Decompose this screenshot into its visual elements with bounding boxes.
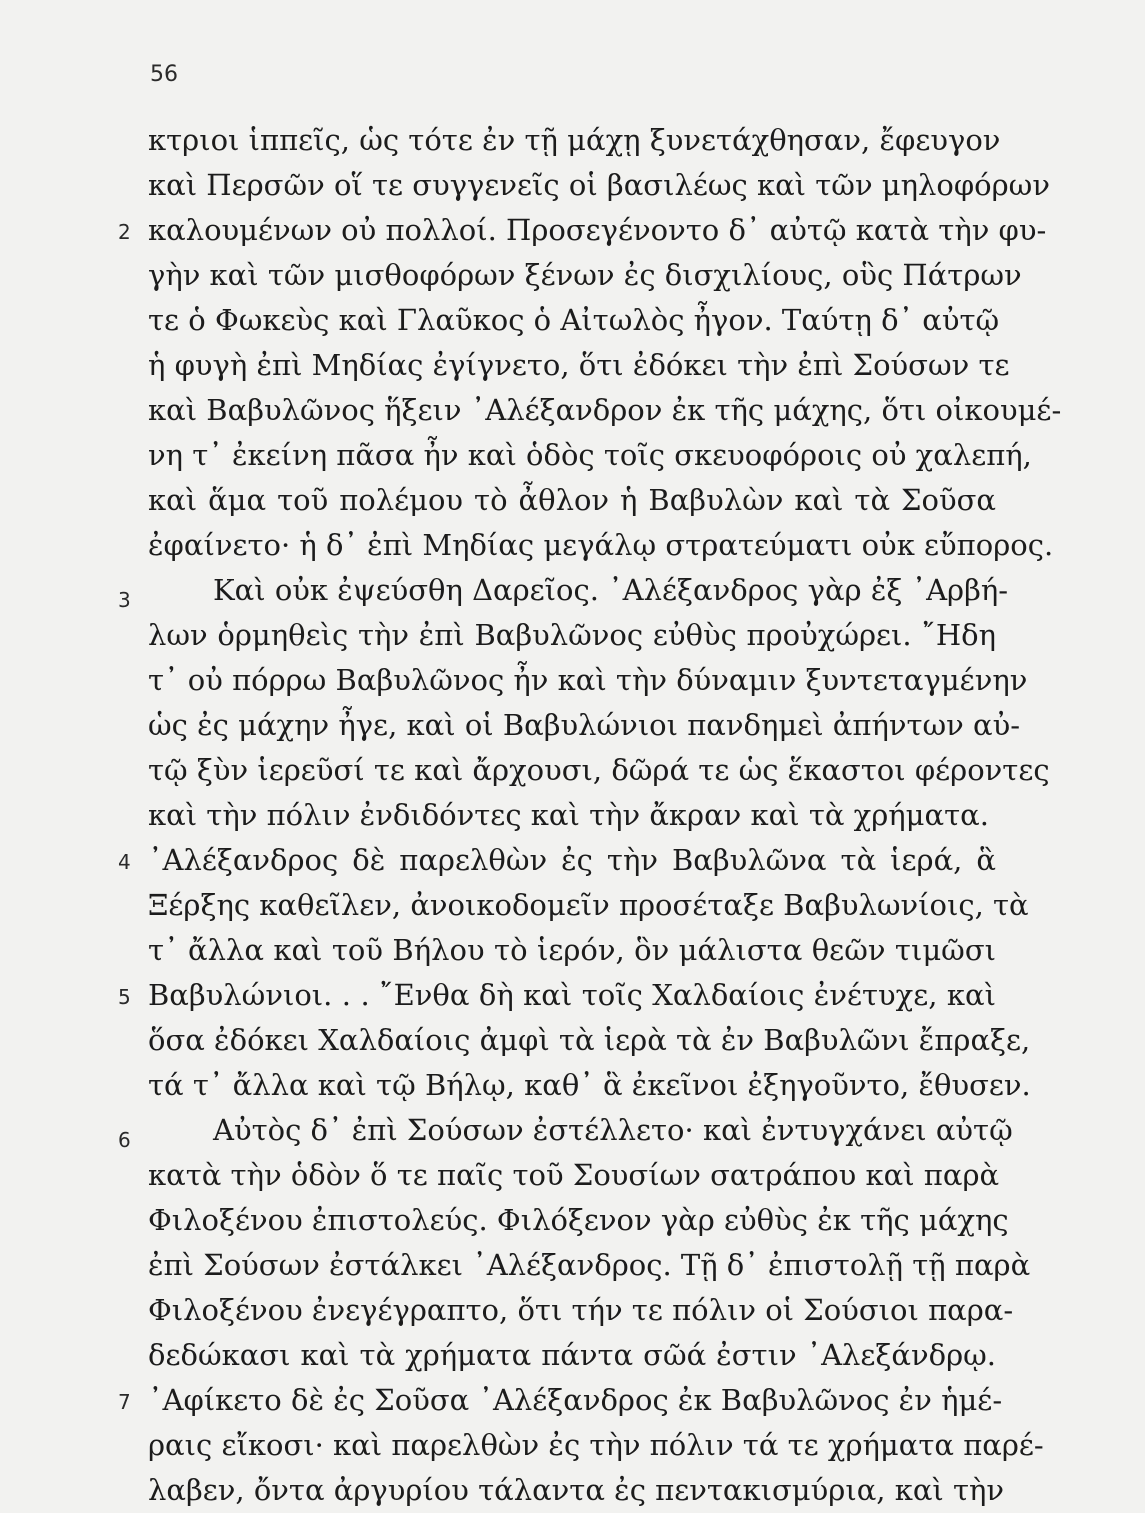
text-line — [148, 1243, 1031, 1288]
line-text: λαβεν, ὄντα ἀργυρίου τάλαντα ἐς πεντακισμύρια, καὶ τὴν — [148, 1473, 1005, 1507]
text-line — [148, 1018, 1031, 1063]
line-text: Φιλοξένου ἐπιστολεύς. Φιλόξενον γὰρ εὐθὺς ἐκ τῆς μάχης — [148, 1203, 1009, 1237]
line-text: κατὰ τὴν ὁδὸν ὅ τε παῖς τοῦ Σουσίων σατράπου καὶ παρὰ — [148, 1158, 1000, 1192]
section-number: 4 — [118, 850, 131, 874]
text-line — [148, 1063, 1031, 1108]
text-line — [148, 1423, 1044, 1468]
line-text: τά τ᾽ ἄλλα καὶ τῷ Βήλῳ, καθ᾽ ἃ ἐκεῖνοι ἐξηγοῦντο, ἔθυσεν. — [148, 1068, 1031, 1102]
text-line — [148, 478, 996, 523]
line-text: ᾽Αλέξανδρος δὲ παρελθὼν ἐς τὴν Βαβυλῶνα τὰ ἱερά, ἃ — [148, 843, 996, 877]
text-line — [118, 1108, 1013, 1153]
line-text: Ξέρξης καθεῖλεν, ἀνοικοδομεῖν προσέταξε Βαβυλωνίοις, τὰ — [148, 888, 1029, 922]
text-line — [118, 973, 996, 1018]
text-line — [148, 613, 996, 658]
line-text: ἐπὶ Σούσων ἐστάλκει ᾽Αλέξανδρος. Τῇ δ᾽ ἐπιστολῇ τῇ παρὰ — [148, 1248, 1031, 1282]
text-line — [118, 208, 1047, 253]
text-line — [148, 1468, 1005, 1513]
line-text: λων ὁρμηθεὶς τὴν ἐπὶ Βαβυλῶνος εὐθὺς προὐχώρει. ῎Ηδη — [148, 618, 996, 652]
line-text: ραις εἴκοσι· καὶ παρελθὼν ἐς τὴν πόλιν τά τε χρήματα παρέ- — [148, 1428, 1044, 1462]
text-line — [118, 838, 996, 883]
text-line — [148, 1153, 1000, 1198]
text-line — [148, 433, 1032, 478]
section-number: 6 — [118, 1128, 131, 1152]
body-text — [118, 118, 1062, 1513]
line-text: Αὐτὸς δ᾽ ἐπὶ Σούσων ἐστέλλετο· καὶ ἐντυγχάνει αὐτῷ — [213, 1113, 1013, 1147]
line-text: γὴν καὶ τῶν μισθοφόρων ξένων ἐς δισχιλίους, οὓς Πάτρων — [148, 258, 1022, 292]
text-line — [148, 298, 1000, 343]
text-line — [148, 163, 1050, 208]
line-text: καλουμένων οὐ πολλοί. Προσεγένοντο δ᾽ αὐτῷ κατὰ τὴν φυ- — [148, 213, 1047, 247]
section-number: 3 — [118, 588, 131, 612]
text-line — [148, 658, 1028, 703]
text-line — [148, 1333, 996, 1378]
line-text: ὡς ἐς μάχην ἦγε, καὶ οἱ Βαβυλώνιοι πανδημεὶ ἀπήντων αὐ- — [148, 708, 1020, 742]
text-line — [148, 748, 1050, 793]
line-text: Καὶ οὐκ ἐψεύσθη Δαρεῖος. ᾽Αλέξανδρος γὰρ ἐξ ᾽Αρβή- — [213, 573, 1009, 607]
text-line — [148, 883, 1029, 928]
text-line — [148, 523, 1054, 568]
line-text: καὶ Περσῶν οἵ τε συγγενεῖς οἱ βασιλέως καὶ τῶν μηλοφόρων — [148, 168, 1050, 202]
line-text: τῷ ξὺν ἱερεῦσί τε καὶ ἄρχουσι, δῶρά τε ὡς ἕκαστοι φέροντες — [148, 753, 1050, 787]
text-line — [148, 1288, 1014, 1333]
line-text: δεδώκασι καὶ τὰ χρήματα πάντα σῶά ἐστιν ᾽Αλεξάνδρῳ. — [148, 1338, 996, 1372]
text-line — [148, 703, 1020, 748]
text-line — [148, 253, 1022, 298]
section-number: 5 — [118, 985, 131, 1009]
text-line — [148, 118, 1001, 163]
line-text: Βαβυλώνιοι. . . ῎Ενθα δὴ καὶ τοῖς Χαλδαίοις ἐνέτυχε, καὶ — [148, 978, 996, 1012]
page-number: 56 — [150, 62, 178, 87]
line-text: ἡ φυγὴ ἐπὶ Μηδίας ἐγίγνετο, ὅτι ἐδόκει τὴν ἐπὶ Σούσων τε — [148, 348, 1010, 382]
line-text: κτριοι ἱππεῖς, ὡς τότε ἐν τῇ μάχῃ ξυνετάχθησαν, ἔφευγον — [148, 123, 1001, 157]
line-text: καὶ Βαβυλῶνος ἥξειν ᾽Αλέξανδρον ἐκ τῆς μάχης, ὅτι οἰκουμέ- — [148, 393, 1062, 427]
text-line — [148, 793, 996, 838]
line-text: τ᾽ ἄλλα καὶ τοῦ Βήλου τὸ ἱερόν, ὃν μάλιστα θεῶν τιμῶσι — [148, 933, 996, 967]
line-text: νη τ᾽ ἐκείνη πᾶσα ἦν καὶ ὁδὸς τοῖς σκευοφόροις οὐ χαλεπή, — [148, 438, 1032, 472]
text-line — [118, 1378, 1003, 1423]
section-number: 2 — [118, 220, 131, 244]
line-text: καὶ τὴν πόλιν ἐνδιδόντες καὶ τὴν ἄκραν καὶ τὰ χρήματα. — [148, 798, 989, 832]
line-text: Φιλοξένου ἐνεγέγραπτο, ὅτι τήν τε πόλιν οἱ Σούσιοι παρα- — [148, 1293, 1014, 1327]
text-line — [118, 568, 1009, 613]
section-number: 7 — [118, 1390, 131, 1414]
line-text: ᾽Αφίκετο δὲ ἐς Σοῦσα ᾽Αλέξανδρος ἐκ Βαβυλῶνος ἐν ἡμέ- — [148, 1383, 1003, 1417]
text-line — [148, 343, 1010, 388]
text-line — [148, 388, 1062, 433]
text-line — [148, 1198, 1009, 1243]
line-text: καὶ ἅμα τοῦ πολέμου τὸ ἆθλον ἡ Βαβυλὼν καὶ τὰ Σοῦσα — [148, 483, 996, 517]
line-text: τε ὁ Φωκεὺς καὶ Γλαῦκος ὁ Αἰτωλὸς ἦγον. Ταύτῃ δ᾽ αὐτῷ — [148, 303, 1000, 337]
line-text: ὅσα ἐδόκει Χαλδαίοις ἀμφὶ τὰ ἱερὰ τὰ ἐν Βαβυλῶνι ἔπραξε, — [148, 1023, 1031, 1057]
line-text: ἐφαίνετο· ἡ δ᾽ ἐπὶ Μηδίας μεγάλῳ στρατεύματι οὐκ εὔπορος. — [148, 528, 1054, 562]
text-line — [148, 928, 996, 973]
line-text: τ᾽ οὐ πόρρω Βαβυλῶνος ἦν καὶ τὴν δύναμιν ξυντεταγμένην — [148, 663, 1028, 697]
